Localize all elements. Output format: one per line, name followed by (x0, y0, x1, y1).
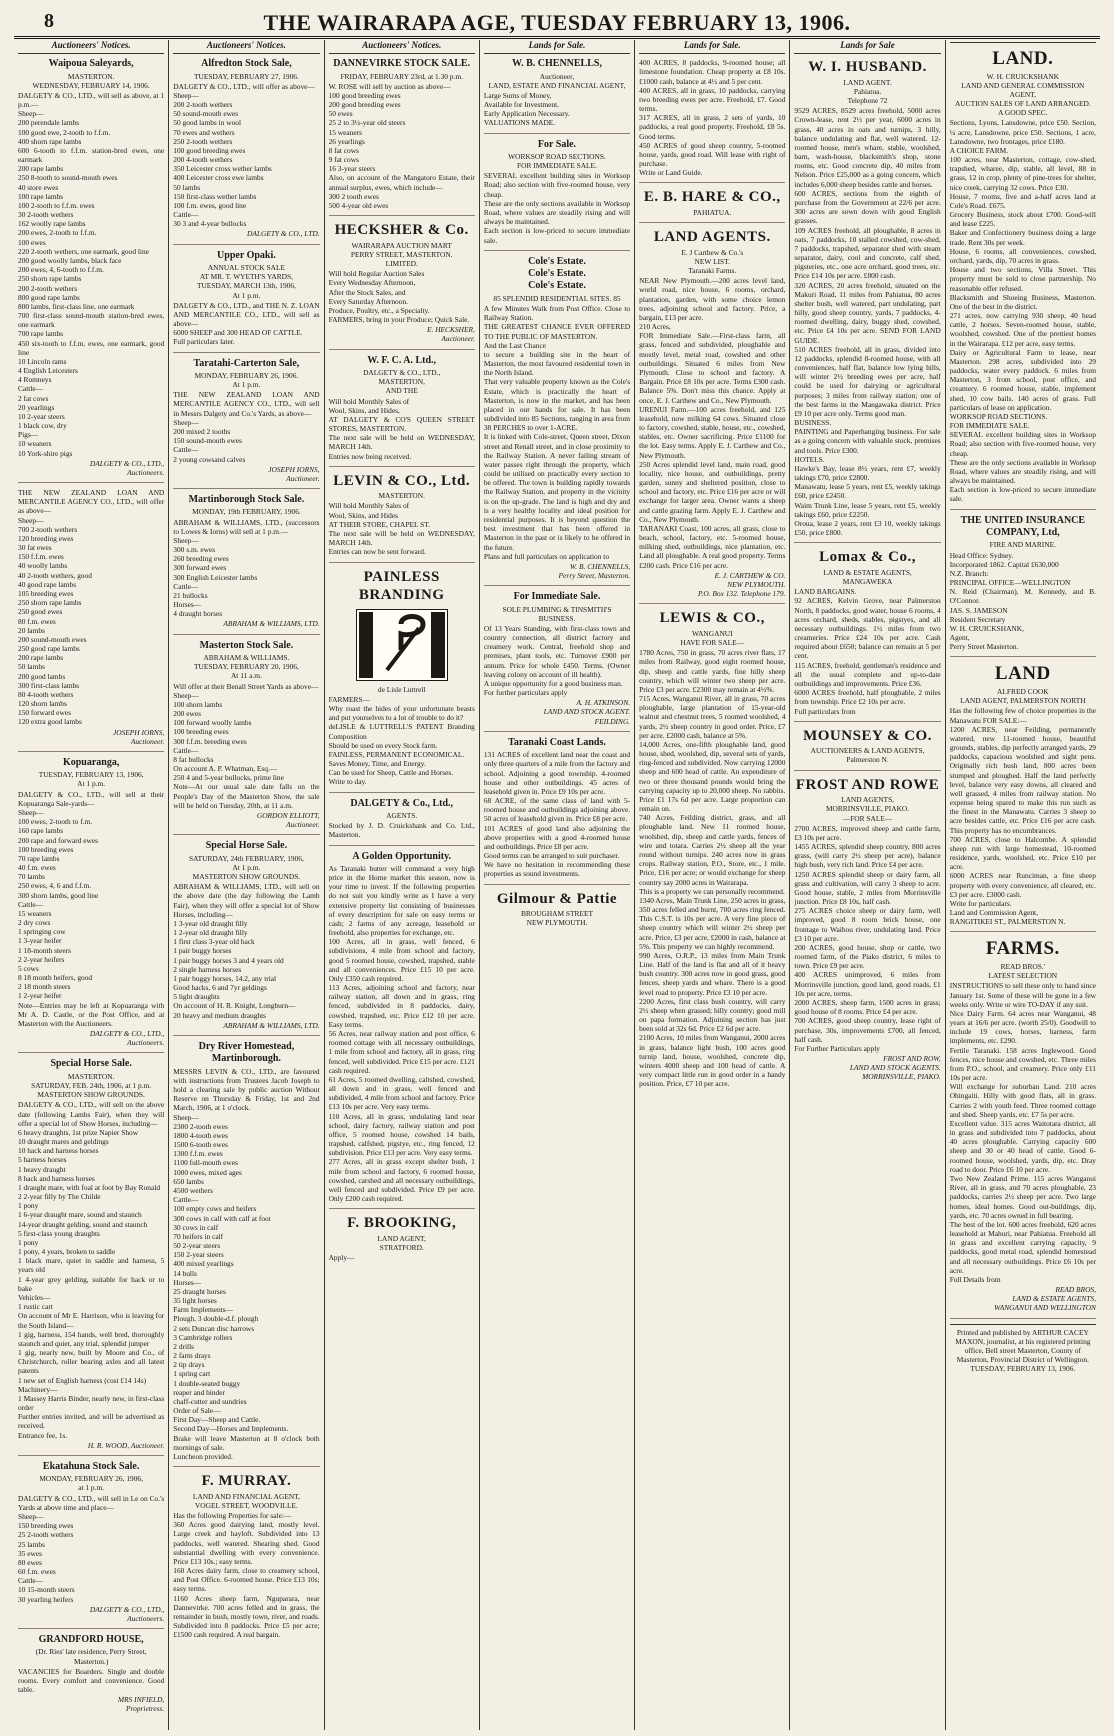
advertiser-signature: E. J. CARTHEW & CO. NEW PLYMOUTH. P.O. Box 132. Telephone 179. (697, 570, 786, 599)
advertisement-subtitle: LAND AGENT. Pahiatua. Telephone 72 (843, 77, 892, 106)
advertisement-title: Ekatahuna Stock Sale. (42, 1460, 140, 1472)
advertisement-title: FARMS. (985, 938, 1060, 960)
advertisement (484, 58, 630, 133)
page-number: 8 (44, 10, 54, 32)
advertisement-subtitle: de Lisle Luttrell (377, 684, 426, 694)
advertisement-subtitle: LAND AGENT, STRATFORD. (377, 1233, 426, 1253)
advertisement-body: DALGETY & CO., LTD., and THE N. Z. LOAN AND MERCANTILE CO., LTD., will sell as above— 6000 SHEEP and 300 HEAD OF CATTLE. Full particulars later. (173, 300, 320, 347)
advertisement-body: DALGETY & CO., LTD., will offer as above— Sheep— 200 2-tooth wethers 50 sound-mouth ewes 50 good lambs in wool 70 ewes and wethers 250 2-tooth wethers 100 good breeding ewes 200 4-tooth wethers 350 Leicester cross wether lambs 400 Leicester cross ewe lambs 50 lambs 150 first-class wether lambs 100 f.m. ewes, good line Cattle— 30 3 and 4-year bullocks (173, 81, 315, 229)
column-3 (324, 40, 479, 1730)
advertisement-body: 131 ACRES of excellent land near the coast and only three quarters of a mile from the factory and school. Adjoining a good township. 4-roomed house and other outbuildings. 45 acres of leasehold given in. Price £9 10s per acre. 68 ACRE, of the same class of land with 5-roomed house and outbuildings adjoining above. 50 acres of leasehold given in. Price £8 per acre. 101 ACRES of good land also adjoining the above properties with a good 4-roomed house and outbuildings. Price £8 per acre. Good terms can be arranged to suit purchaser. We have no hesitation in recommending these properties as sound investments. (483, 750, 631, 879)
advertisement-title: Cole's Estate. Cole's Estate. Cole's Estate. (528, 255, 586, 292)
advertisement-body: THE NEW ZEALAND LOAN AND MERCANTILE AGENCY CO., LTD., will sell in Messrs Dalgety and Co.'s Yards, as above— Sheep— 200 mixed 2 tooths 150 sound-mouth ewes Cattle— 2 young cowsand calves (173, 390, 320, 464)
advertisement (173, 640, 319, 836)
column-heading: Lands for Sale (794, 40, 940, 54)
advertisement-subtitle: FRIDAY, FEBRUARY 23rd, at 1.30 p.m. (340, 71, 463, 81)
advertiser-signature: ABRAHAM & WILLIAMS, LTD. (223, 619, 320, 629)
advertisement-title: DANNEVIRKE STOCK SALE. (333, 58, 471, 70)
advertisement (794, 776, 940, 1087)
advertisement (18, 58, 164, 483)
advertisement-title: W. F. C. A. Ltd., (367, 354, 437, 366)
advertisement (794, 727, 940, 771)
advertisement-subtitle: TUESDAY, FEBRUARY 13, 1906, At 1 p.m. (38, 770, 144, 789)
advertisement-subtitle: MONDAY, 19th FEBRUARY, 1906. (192, 507, 301, 517)
advertisement (794, 58, 940, 543)
column-7 (945, 40, 1100, 1730)
advertisement (484, 591, 630, 732)
advertisement-title: For Immediate Sale. (513, 591, 601, 603)
advertisement-body: DALGETY & CO., LTD., will sell at their Kopuaranga Sale-yards— Sheep— 100 ewes, 2-tooth to f.m. 160 rape lambs 200 rape and forward ewes 100 breeding ewes 70 rape lambs 40 f.m. ewes 70 lambs 250 ewes, 4, 6 and f.f.m. 300 shorn lambs, good line Cattle— 15 weaners 2 dry cows 1 springing cow 1 3-year heifer 1 18-month steers 2 2-year heifers 5 cows 8 18 month heifers, good 2 18 month steers 1 2-year heifer Note—Entries may be left at Kopuaranga with Mr A. D. Castle, or the Post Office, and at Masterton with the Auctioneers. (18, 789, 165, 1028)
advertiser-signature: A. H. ATKINSON. LAND AND STOCK AGENT. FEILDING. (543, 698, 631, 726)
advertisement-title: W. I. HUSBAND. (808, 59, 927, 76)
advertisement-subtitle: ANNUAL STOCK SALE AT MR. T. WYETH'S YARDS, TUESDAY, MARCH 13th, 1906, At 1 p.m. (196, 263, 296, 300)
advertisement (639, 58, 785, 183)
advertisement-subtitle: (Dr. Ries' late residence, Perry Street, Masterton.) (35, 1647, 147, 1666)
advertisement-subtitle: BROUGHAM STREET NEW PLYMOUTH. (520, 909, 594, 928)
column-5 (634, 40, 789, 1730)
advertisement-title: PAINLESS BRANDING (358, 568, 445, 604)
advertisement-title: For Sale. (537, 138, 577, 150)
advertisement-body: A few Minutes Walk from Post Office. Close to Railway Station. THE GREATEST CHANCE EVER OFFERED TO THE PUBLIC OF MASTERTON. And the Last Chance to secure a building site in the heart of Masterton, the most favoured residential town in the North Island. That very valuable property known as the Cole's Estate, which is practically the heart of Masterton, is now in the market, and has been placed in our hands for sale. It has been subdivided into 85 Sections, ranging in area from 38 PERCHES to over 1-ACRE. It is linked with Cole-street, Queen street, Dixon street and Renall street, and in close proximity to the Railway Station. A never failing stream of water passes right through the property, which could be utilised on practically every section to be offered. The town is building rapidly towards the Railway Station, and property in the vicinity is on the up-grade. The land is high and dry and is a very healthy locality and ideal position for residential purposes. It is beyond question the best investment that has been offered in Masterton in the past or is likely to be offered in the future. Plans and full particulars on application to (483, 304, 631, 561)
advertisement-title: HECKSHER & Co. (334, 222, 469, 239)
advertisement-body: 1780 Acres, 750 in grass, 70 acres river flats, 17 miles from Railway, good eight roomed house, dip, sheep and cattle yards, fine hilly sheep country, which will winter two sheep per acre. Price £3 per acre. £2300 may remain at 4½%. 715 Acres, Wanganui River, all in grass, 70 acres ploughable, large plantation of 15-year-old walnut and chestnut trees, 5 roomed woolshed, 4 yards, 2½ sheep country in good order. Price, £7 per acre. £2000 cash, balance at 5%. 14,000 Acres, one-fifth ploughable land, good house, shed, woolshed, dip, several sets of yards, ring-fenced and subdivided. Now carrying 12000 sheep and 600 head of cattle. An expenditure of two or three thousand pounds would bring the carrying capacity up to 20,000 sheep. No rabbits. Price £1 17s 6d per acre. Large proportion can remain on. 740 Acres, Feilding district, grass, and all ploughable land. New 11 roomed house, woolshed, dip, sheep and cattle yards, fences of wire and totara. Carries 2½ sheep all the year round without turnips. 240 acres now in grass crops. Railway station, P.O., Store, etc., 1 mile. Price, £16 per acre; or would exchange for sheep country say 2000 acres in Wairarapa. This is a property we can personally recommend. 1340 Acres, Main Trunk Line, 250 acres in grass, 350 acres felled and burnt, 700 acres ring fenced. This C.S.T. is 10s per acre. A very fine piece of sheep country which will winter 2½ sheep per acre. Price, £3 per acre, £2000 in cash, balance at 5%. This property we can highly recommend. 990 Acres, O.R.P., 13 miles from Main Trunk Line. Half of the land is flat and all of it heavy bush country. 300 acres now in good grass, good fences, sheep yards and whare. There is a good level road to property. Price £3 10 per acre. 2200 Acres, first class bush country, will carry 2½ sheep when grassed; hilly country; good mill on papa formation. Adjoining section has just been sold at 32s 6d. Price £2 6d per acre. 2100 Acres, 10 miles from Wanganui, 2000 acres in grass, balance light bush, 100 acres good turnip land, house, woolshed, concrete dip, winters 4000 sheep and 100 head of cattle. A very compact little run in good order in a handy position. Price, £7 10 per acre. (639, 648, 786, 1089)
advertisement-subtitle: 85 SPLENDID RESIDENTIAL SITES. 85 (493, 293, 621, 303)
advertisement (484, 737, 630, 885)
advertisement (329, 58, 475, 216)
advertisement-title: LAND (994, 663, 1051, 685)
advertisement-title: Alfredton Stock Sale, (201, 58, 292, 70)
column-heading: Auctioneers' Notices. (329, 40, 475, 54)
advertisement-title: MOUNSEY & CO. (803, 727, 932, 744)
advertisement (329, 1214, 475, 1267)
advertisement-body: Large Sums of Money, Available for Investment. Early Application Necessary. VALUATIONS MADE. (483, 90, 570, 128)
advertisement (794, 548, 940, 721)
advertisement-title: W. B. CHENNELLS, (512, 58, 602, 70)
advertisement (639, 188, 785, 223)
advertisement-title: Gilmour & Pattie (496, 890, 618, 907)
advertisement (950, 662, 1096, 932)
advertisement-body: 2700 ACRES, improved sheep and cattle farm, £3 10s per acre. 1455 ACRES, splendid sheep country, 800 acres grass, (will carry 2½ sheep per acre), balance high bush, very rich land. Price £4 per acre. 1250 ACRES splendid sheep or dairy farm, all grass and cultivation, will carry 3 sheep to acre. Good house, stable, 2 miles from Morrinsville junction. Price £8 10s, half cash. 275 ACRES choice sheep or dairy farm, well improved, good 8 room brick house, one frontage to Waihou river, undulating land. Price £3 10 per acre. 200 ACRES, good house, shop or cattle, two roomed farm, of the Piako district, 6 miles to town. Price £9 per acre. 400 ACRES unimproved, 6 miles from Morrinsville junction, good land, good roads, £1 10s per acre, terms. 2000 ACRES, sheep farm, 1500 acres in grass; good house of 8 rooms. Price £4 per acre. 700 ACRES, good sheep country, lease right of purchase, 30s, improvements £700, all fenced, half cash. For Further Particulars apply (794, 823, 941, 1053)
advertisement-title: Taratahi-Carterton Sale, (193, 357, 300, 369)
advertisement-body: DALGETY & CO., LTD., will sell in Le on Co.'s Yards at above time and place— Sheep— 150 breeding ewes 25 2-tooth wethers 25 lambs 35 ewes 80 ewes 60 f.m. ewes Cattle— 10 15-month steers 30 yearling heifers (18, 1493, 165, 1604)
advertisement-body: Has the following Properties for sale:— 360 Acres good dairying land, mostly level. Large creek and hayloft. Subdivided into 13 paddocks, well watered. Shearing shed. Good substantial dwelling with every convenience. Price £13 10s.; easy terms. 160 Acres dairy farm, close to creamery school, and Post Office. 6-roomed house. Price £13 10s; easy terms. 1160 Acres sheep farm, Nguparara, near Dannevirke. 700 acres felled and in grass, the remainder in bush, mostly town, river, and roads. Subdivided into 8 paddocks. Price £5 per acre; £1500 cash required. A real bargain. (173, 1511, 320, 1640)
column-heading: Lands for Sale. (484, 40, 630, 54)
advertisement-body: DALGETY & CO., LTD., will sell on the above date (following Lambs Fair), when they will offer a special lot of Show Horses, including— 6 heavy draughts, 1st prize Napier Show 10 draught mares and geldings 10 hack and harness horses 5 harness horses 1 heavy draught 8 hack and harness horses 1 draught mare, with foal at foot by Bay Ronald 2 2-year filly by The Childe 1 pony 1 6-year draught mare, sound and staunch 14-year draught gelding, sound and staunch 5 first-class young draughts 1 pony 1 pony, 4 years, broken to saddle 1 black mare, quiet in saddle and harness, 5 years old 1 4-year grey gelding, suitable for hack or to bake Vehicles— 1 rustic cart On account of Mr E. Harrison, who is leaving for the South Island— 1 gig, harness, 154 hands, well bred, thoroughly staunch and quiet, any trial, splendid jumper 1 gig, nearly new, built by Moore and Co., of Christchurch, roller bearing axles and all latest patents 1 new set of English harness (cost £14 14s) Machinery— 1 Massey Harris Binder, nearly new, in first-class order Further entries invited, and will be advertised as received. Entrance fee, 1s. (18, 1100, 165, 1440)
advertiser-signature: FROST AND ROW, LAND AND STOCK AGENTS. MORRINSVILLE, PIAKO. (849, 1054, 941, 1082)
advertisement (639, 228, 785, 604)
advertisement (329, 221, 475, 349)
advertisement-title: LEVIN & CO., Ltd. (333, 472, 471, 489)
advertisement-subtitle: WORKSOP ROAD SECTIONS. FOR IMMEDIATE SALE. (508, 151, 606, 171)
advertisement-subtitle: MASTERTON. SATURDAY, FEB. 24th, 1906, at 1 p.m. MASTERTON SHOW GROUNDS. (31, 1071, 152, 1100)
advertisement-subtitle: LAND AND FINANCIAL AGENT, VOGEL STREET, WOODVILLE. (192, 1491, 300, 1510)
advertisement-body: Of 13 Years Standing, with first-class town and country connection, all district factory and creamery work. Central, freehold shop and premises, plant tools, etc. Turnover £900 per annum. Price for whole £450. Terms. (Owner leaving colony on account of ill health). A unique opportunity for a good business man. For further particulars apply (483, 623, 631, 698)
advertisement-body: As Taranaki butter will command a very high price in the Home market this season, now is your time to invest. If the following properties do not suit you kindly write as I have a very extensive property list consisting of businesses of every description for sale on easy terms or cash; 2 farms of any acreage, leasehold or freehold, also properties for exchange, etc. 100 Acres, all in grass, well fenced, 6 subdivisions, 4 mile from school and factory, good 5 roomed house, cowshed, trapshed, stable and all conveniences. Price £15 10 per acre. Only £350 cash required. 113 Acres, adjoining school and factory, near railway station, all down and in grass, ring fenced, subdivided in 8 paddocks, dairy, cowshed, trapshed, etc. Price £12 10 per acre. Easy terms. 56 Acres, near railway station and post office, 6 roomed cottage with all necessary outbuildings, 1 mile from school and factory, all in grass, ring fenced, well subdivided. Price £15 per acre. £121 cash required. 61 Acres, 5 roomed dwelling, caltshed, cowshed, all down and in grass, well fenced and subdivided, 4 mile from school and factory. Price £13 10s per acre. Very easy terms. 110 Acres, all in grass, undulating land near school, dairy factory, railway station and post office, 5 roomed house, cowshed 14 bails, trapshed, calfshed, pigstye, etc., ring fenced, 12 subdivision. Price £13 per acre. Very easy terms. 277 Acres, all in grass except shelter bush, 1 mile from school and factory, 6 roomed house, cowshed, carshed and all necessary outbuildings, well fenced and subdivided. Price £9 per acre. Only £200 cash required. (328, 863, 475, 1204)
advertisement-subtitle: FIRE AND MARINE. (989, 540, 1056, 550)
advertisement-subtitle: MASTERTON. WEDNESDAY, FEBRUARY 14, 1906. (32, 71, 150, 90)
branding-iron-icon (356, 609, 448, 681)
advertisement (484, 139, 630, 251)
advertisement-subtitle: PAHIATUA. (693, 207, 732, 217)
advertisement (329, 355, 475, 467)
advertiser-signature: DALGETY & CO., LTD., Auctioneers. (89, 1029, 165, 1048)
advertisement (173, 1041, 319, 1467)
advertisement-title: Special Horse Sale. (205, 840, 288, 852)
advertisement-subtitle: DALGETY & CO., LTD., MASTERTON, AND THE (363, 368, 441, 396)
advertisement (950, 515, 1096, 658)
advertisement-body: LAND BARGAINS. 92 ACRES, Kelvin Grove, near Palmerston North, 8 paddocks, good water, house 6 rooms, 4 acres orchard, sheds, stables, pigstyes, and all necessary outbuildings. 1½ miles from two creameries. Price £24 10s per acre. Cash required about £650; balance can remain at 5 per cent. 115 ACRES, freehold, gentleman's residence and all the usual complete and up-to-date outbuildings and improvements. Price £36. 6000 ACRES freehold, half ploughable, 2 miles from township. Price £2 10s per acre. Full particulars from (794, 587, 941, 716)
advertisement-title: A Golden Opportunity. (352, 850, 452, 862)
advertiser-signature: H. R. WOOD, Auctioneer. (87, 1440, 165, 1450)
advertisement-body: Will offer at their Benall Street Yards as above— Sheep— 100 shorn lambs 200 ewes 100 forward woolly lambs 100 breeding ewes 300 f.f.m. breeding ewes Cattle— 8 fat bullocks On account A. P. Whatman, Esq.— 250 4 and 5-year bullocks, prime line Note—At our usual sale date falls on the People's Day of the Masterton Show, the sale will be held on Tuesday, 20th, at 11 a.m. (173, 681, 320, 810)
advertisement (173, 250, 319, 353)
advertisement-body: W. ROSE will sell by auction as above— 100 good breeding ewes 200 good breeding ewes 50 ewes 25 2 to 3½-year old steers 15 weaners 26 yearlings 8 fat cows 9 fat cows 16 3-year steers Also, on account of the Mangatoro Estate, their annual surplus, ewes, which include— 300 2 tooth ewes 500 4-year old ewes (328, 81, 475, 210)
advertisement (173, 358, 319, 489)
advertisement-body: FARMERS— Why roast the hides of your unfortunate beasts and put yourselves to a lot of trouble to do it? deLISLE & LUTTRELL'S PATENT Branding Composition Should be used on every Stock farm. FAINLESS, PERMANENT ECONOMICAL. Saves Money, Time, and Energy. Can be used for Sheep, Cattle and Horses. Write to day. (328, 694, 475, 787)
advertisement-subtitle: WAIRARAPA AUCTION MART PERRY STREET, MASTERTON. LIMITED. (350, 240, 453, 269)
column-heading: Auctioneers' Notices. (18, 40, 164, 54)
advertiser-signature: ABRAHAM & WILLIAMS, LTD. (223, 1020, 320, 1030)
advertisement-subtitle: LAND AGENTS, MORRINSVILLE, PIAKO. —FOR SALE— (825, 795, 910, 823)
advertisement-subtitle: SATURDAY, 24th FEBRUARY, 1906, At 1 p.m. MASTERTON SHOW GROUNDS. (188, 853, 304, 882)
column-2 (168, 40, 323, 1730)
advertisement-body: MESSRS LEVIN & CO., LTD., are favoured with instructions from Trustees Jacob Joseph to hold a clearing sale by public auction Without Reserve on Thursday & Friday, 1st and 2nd March, 1906, at 1 o'clock. Sheep— 2300 2-tooth ewes 1800 4-tooth ewes 1500 6-tooth ewes 1300 f.f.m. ewes 1100 full-mouth ewes 1000 ewes, mixed ages 650 lambs 4500 wethers Cattle— 100 empty cows and heifers 300 cows in calf with calf at foot 30 cows in calf 70 heifers in calf 50 2-year steers 150 2-year steers 400 mixed yearlings 14 bulls Horses— 25 draught horses 35 light horses Farm Implements— Plough, 3 double-d.f. plough 2 sets Duncan disc harrows 3 Cambridge rollers 2 drills 2 farm drays 2 tip drays 1 spring cart 1 double-seated buggy reaper and binder chaff-cutter and sundries Order of Sale— First Day—Sheep and Cattle. Second Day—Horses and Implements. Brake will leave Masterton at 8 o'clock both mornings of sale. Luncheon provided. (173, 1066, 320, 1461)
newspaper-title: THE WAIRARAPA AGE, TUESDAY FEBRUARY 13, 1906. (263, 10, 851, 35)
advertisement (329, 798, 475, 846)
column-6 (789, 40, 944, 1730)
masthead (14, 10, 1100, 39)
advertiser-signature: READ BROS, LAND & ESTATE AGENTS, WANGANUI AND WELLINGTON (994, 1285, 1096, 1313)
advertisement-title: Special Horse Sale. (50, 1058, 132, 1070)
advertisement-subtitle: AUCTIONEERS & LAND AGENTS, Palmerston N. (810, 746, 925, 765)
advertisement-body: Sections, Lyons, Lansdowne, price £50. Section, ¼ acre, Lansdowne, price £50. Sections, 1 acre, Lansdowne, two frontages, price £180. A CHOICE FARM. 100 acres, near Masterton, cottage, cow-shed, trapshed, wharee, dip, stable, all level, 88 in grass, 12 in crop, plenty of pine-trees for shelter, nice creek, carrying 32 cows. Price £30. House, 7 rooms, five and a-half acres land at Cole's Road. £675. Grocery Business, stock about £700. Good-will and lease £225. Baker and Confectionery business doing a large trade. Rent 30s per week. House, 6 rooms, all conveniences, cowshed, orchard, yards, dip, 70 acres in grass. House and two sections, Villa Street. This property must be sold to close partnership. No reasonable offer refused. Blacksmith and Shoeing Business, Masterton. One of the best in the district. 271 acres, now carrying 930 sheep, 40 head cattle, 2 horses. Seven-roomed house, stable, woolshed, cowshed. One of the prettiest homes in the Wairarapa. £12 per acre, easy terms. Dairy or Agricultural Farm to lease, near Masterton. 298 acres, subdivided into 29 paddocks, water every paddock. 6 miles from Masterton, 3 from school, post office, and creamery. 6 roomed house, stable, implement shed, 10 cow bails. 140 acres of grass. Full particulars of lease on application. WORKSOP ROAD SECTIONS. FOR IMMEDIATE SALE. SEVERAL excellent building sites in Worksop Road; also section with five-roomed house, very cheap. These are the only sections available in Worksop Road, where values are steadily rising, and will always be maintained. Each section is low-priced to secure immediate sale. (949, 118, 1096, 504)
advertisement (639, 609, 785, 1093)
advertisement (173, 1472, 319, 1644)
advertisement-body: Will hold Regular Auction Sales Every Wednesday Afternoon, After the Stock Sales, and Every Saturday Afternoon. Produce, Poultry, etc., a Specialty. FARMERS, bring in your Produce; Quick Sale. (328, 269, 470, 325)
advertisement-body: Has the following few of choice properties in the Manawatu FOR SALE:— 1200 ACRES, near Feilding, permanently watered, new 11-roomed house, beautiful grounds, stables, dip perfectly arranged yards, 29 paddocks, capacious woolshed and sight pens. Originally rich bush land, 800 acres been stumped and ploughed. Half the land perfectly level, balance very easy downs, all cleared and well grassed, 4 miles from railway station. No expense being spared to make this run such as the finest in the Manawatu. Carries 3 sheep to acre besides cattle, etc. Price £16 per acre cash. This property has no encumbrances. 700 ACRES, close to Halcombe. A splendid sheep run with large homestead, 10-roomed residence, yards, woolshed, etc. Price £10 per acre. 6000 ACRES near Runciman, a fine sheep property with every convenience, all cleared, etc. £3 per acre. £3000 cash. Write for particulars. Land and Commission Agent, RANGITIKEI ST., PALMERSTON N. (949, 706, 1096, 927)
advertisement (18, 488, 164, 752)
column-heading: Auctioneers' Notices. (173, 40, 319, 54)
columns (14, 40, 1100, 1730)
advertisement (484, 890, 630, 933)
advertisement (329, 472, 475, 563)
advertisement-title: Martinborough Stock Sale. (188, 494, 305, 506)
advertisement-title: Taranaki Coast Lands. (508, 736, 606, 748)
advertisement-title: DALGETY & Co., Ltd., (350, 797, 454, 809)
advertisement-body: SEVERAL excellent building sites in Worksop Road; also section with five-roomed house, very cheap. These are the only sections available in Worksop Road, where values are steadily rising and will always be maintained. Each section is low-priced to secure immediate sale. (483, 171, 631, 245)
advertisement-title: Kopuaranga, (62, 756, 120, 768)
advertisement-body: THE NEW ZEALAND LOAN AND MERCANTILE AGENCY CO., LTD., will offer as above— Sheep— 700 2-tooth wethers 120 breeding ewes 30 fat ewes 150 f.f.m. ewes 40 woolly lambs 40 2-tooth wethers, good 40 good rape lambs 105 breeding ewes 250 shorn rape lambs 250 good ewes 80 f.m. ewes 20 lambs 200 sound-mouth ewes 250 good rape lambs 200 rape lambs 50 lambs 200 good lambs 300 first-class lambs 80 4-tooth wethers 120 shorn lambs 150 forward ewes 120 extra good lambs (18, 488, 165, 727)
advertisement-title: Masterton Stock Sale. (199, 639, 294, 651)
advertisement-subtitle: LAND & ESTATE AGENTS, MANGAWEKA (823, 567, 912, 587)
advertiser-signature: JOSEPH IORNS, Auctioneer. (268, 464, 320, 483)
advertisement-subtitle: TUESDAY, FEBRUARY 27, 1906. (193, 71, 299, 81)
advertisement-title: LEWIS & CO., (659, 610, 765, 627)
advertisement-body: ABRAHAM & WILLIAMS, LTD., will sell on the above date (the day following the Lamb Fair), when they will offer a special lot of Show Horses, including— 1 3-year old draught filly 1 2-year old draught filly 1 first class 3-year old hack 1 pair buggy horses 1 pair buggy horses 3 and 4 years old 2 single harness horses 1 pair buggy horses, 14.2, any trial Good hacks, 6 and 7yr geldings 5 light draughts On account of H. R. Knight, Longburn— 20 heavy and medium draughts (173, 882, 320, 1020)
advertisement-subtitle: Auctioneer, LAND, ESTATE AND FINANCIAL AGENT, (488, 71, 626, 90)
advertiser-signature: W. B. CHENNELLS, Perry Street, Masterton. (558, 561, 631, 581)
advertisement (950, 47, 1096, 510)
advertisement-title: LAND. (992, 48, 1054, 69)
advertisement (329, 851, 475, 1210)
advertisement-title: Upper Opaki. (217, 249, 276, 261)
advertisement-title: LAND AGENTS. (653, 229, 771, 246)
advertisement-subtitle: AGENTS. (386, 810, 418, 820)
advertiser-signature: DALGETY & CO., LTD., Auctioneers. (89, 458, 165, 477)
advertisement-subtitle: MONDAY, FEBRUARY 26, 1906, at 1 p.m. (39, 1474, 143, 1493)
advertiser-signature: JOSEPH IORNS, Auctioneer. (112, 727, 165, 746)
advertisement (173, 494, 319, 635)
advertisement-body: DALGETY & CO., LTD., will sell as above, at 1 p.m.— Sheep— 200 perendale lambs 100 good ewe, 2-tooth to f.f.m. 400 shorn rape lambs 600 6-tooth to f.f.m. station-bred ewes, one earmark 200 rape lambs 250 8-tooth to sound-mouth ewes 40 store ewes 100 rape lambs 100 2-tooth to f.f.m. ewes 30 2-tooth wethers 162 woolly rape lambs 200 ewes, 2-tooth to f.f.m. 100 ewes 220 2-tooth wethers, one earmark, good line 200 good woolly lambs, black face 200 ewes, 4, 6-tooth to f.f.m. 250 shorn rape lambs 200 2-tooth wethers 800 good rape lambs 800 lambs, first-class line, one earmark 700 first-class sound-mouth station-bred ewes, one earmark 700 rape lambs 450 six-tooth to f.f.m. ewes, one earmark, good line 10 Lincoln rams 4 English Leicesters 4 Romneys Cattle— 2 fat cows 20 yearlings 10 2-year steers 1 black cow, dry Pigs— 10 weaners 10 York-shire pigs (18, 90, 165, 458)
advertisement (18, 1058, 164, 1455)
advertiser-signature: DALGETY & CO., LTD., Auctioneers. (89, 1604, 165, 1623)
advertisement-title: Dry River Homestead, Martinborough. (198, 1040, 295, 1065)
advertisement-title: F. BROOKING, (347, 1215, 457, 1232)
advertiser-signature: E. HECKSHER, Auctioneer. (427, 325, 475, 344)
advertisement (173, 840, 319, 1036)
advertisement-body: ABRAHAM & WILLIAMS, LTD., (successors to Lowes & Iorns) will sell at 1 p.m.— Sheep— 300 s.m. ewes 260 breeding ewes 300 forward ewes 300 English Leicester lambs Cattle— 21 bullocks Horses— 4 draught horses (173, 517, 320, 619)
advertisement (484, 256, 630, 587)
column-4 (479, 40, 634, 1730)
advertisement-body: VACANCIES for Boarders. Single and double rooms. Every comfort and convenience. Good table. (18, 1666, 165, 1695)
advertiser-signature: DALGETY & CO., LTD. (247, 229, 320, 239)
advertisement-subtitle: MASTERTON. (378, 491, 425, 501)
advertisement-title: Waipoua Saleyards, (48, 58, 134, 70)
advertisement-body: NEAR New Plymouth.—200 acres level land, world road, nice house, 6 rooms, orchard, plantation, garden, with some choice lemon trees, adjoining school and factory. Price, a bargain, £13 per acre. 210 Acres, FOR Immediate Sale.—First-class farm, all grass, fenced and subdivided, ploughable and mostly level, metal road, cowshed and other outbuildings. Situated 6 miles from New Plymouth. Close to school and factory. A Bargain. Price £8 10s per acre. Terms £300 cash. Balance 5%. Don't miss this chance. Apply at once, E. J. Carthew and Co., New Plymouth. URENUI Farm.—100 acres freehold, and 125 leasehold, now milking 64 cows. Situated close to factory, cowshed, stable, house, etc., cowshed, stables, etc. Owner sacrificing. Price £1100 for the lot. Easy terms. Apply E. J. Carthew and Co., New Plymouth. 250 Acres splendid level land, main road, good locality, nice house, and outbuildings, pretty garden, sunny and sheltered position, close to school and factory, etc. Price £16 per acre or will exchange for larger area. Owner wants a sheep and cattle grazing farm. Apply E. J. Carthew and Co., New Plymouth. TARANAKI Coast, 100 acres, all grass, close to beach, school, factory, etc. 5-roomed house, milking shed, outbuildings, nice plantation, etc. Land all ploughable. A real good property. Terms £200 cash. Price £16 per acre. (639, 276, 786, 570)
advertisement-subtitle: MONDAY, FEBRUARY 26, 1906. At 1 p.m. (194, 370, 299, 390)
advertisement-subtitle: W. H. CRUICKSHANK LAND AND GENERAL COMMISSION AGENT, AUCTION SALES OF LAND ARRANGED. A GOOD SPEC. (954, 71, 1091, 118)
advertisement-subtitle: SOLE PLUMBING & TINSMITH'S BUSINESS. (502, 604, 612, 623)
advertisement-title: Lomax & Co., (819, 549, 916, 566)
advertisement-body: Head Office: Sydney. Incorporated 1862. Capital £630,000 N.Z. Branch: PRINCIPAL OFFICE—WELLINGTON N. Reid (Chairman), M. Kennedy, and B. O'Connor. JAS. S. JAMESON Resident Secretary W. H. CRUICKSHANK, Agent, Perry Street Masterton. (949, 550, 1096, 652)
advertisement-title: THE UNITED INSURANCE COMPANY, Ltd, (960, 514, 1086, 539)
advertisement (18, 757, 164, 1054)
advertisement (329, 568, 475, 793)
column-1 (14, 40, 168, 1730)
advertisement-title: E. B. HARE & CO., (643, 189, 781, 206)
advertisement-title: FROST AND ROWE (795, 776, 940, 793)
column-heading: Lands for Sale. (639, 40, 785, 54)
advertisement-body: INSTRUCTIONS to sell these only to hand since January 1st. Some of these will be gone in a few weeks only. Write or wire TO-DAY if any suit. Nice Dairy Farm. 64 acres near Wanganui, 48 years at 16/6 per acre. (worth 25/0). Goodwill to include 19 cows, horses, harness, farm implements, etc. £290. Fertile Taranaki. 158 acres Inglewood. Good fences, nice house and cowshed, etc. Three miles from P.O., school, and creamery. Price only £11 10s per acre. Will exchange for suburban Land. 210 acres Ohingaiti. Hilly with good flats, all in grass. Carries 2 with youth feed. Three roomed cottage and shed. Sheep yards, etc. £7 5s per acre. Excellent value. 315 acres Waitotara district, all in grass and subdivided into 7 paddocks, about 40 acres ploughable. Carrying capacity 600 sheep and 30 or 40 head of cattle. Good 6-roomed house, woolshed, yards, dip, etc. Dray road to door. Price £6 10 per acre. Two New Zealand Prime. 115 acres Wanganui River, all in grass, and 70 acres ploughable, 23 paddocks, carries 2½ sheep per acre. Two large homes, ideal homes. Good out-buildings, dip, yards, etc. 70 acres owned in full bearing. The best of the lot. 600 acres freehold, 620 acres leasehold at Mahuri, near Pahiatua. Freehold all in grass and excellent carrying capacity, 9 paddocks, good metal road, splendid homestead and all necessary outbuildings. Price £6 10s per acre. Full Details from (949, 981, 1096, 1284)
column-heading (950, 40, 1096, 43)
advertisement-body: 400 ACRES, 8 paddocks, 9-roomed house; all limestone foundation. Cheap property at £8 10s. £1000 cash, balance at 4½ and 5 per cent. 400 ACRES, all in grass, 10 paddocks, carrying two breeding ewes per acre. Freehold, £7. Good terms. 317 ACRES, all in grass, 2 sets of yards, 10 paddocks, a real good property. Freehold, £8 5s. Good terms. 450 ACRES of good sheep country, 5-roomed house, yards, good road. Will lease with right of purchase. Write or Land Guide. (639, 58, 786, 178)
advertisement (173, 58, 319, 244)
advertisement-title: GRANDFORD HOUSE, (38, 1634, 144, 1646)
advertisement-subtitle: ABRAHAM & WILLIAMS. TUESDAY, FEBRUARY 20, 1906, At 11 a.m. (193, 653, 299, 681)
advertisement-body: Stocked by J. D. Cruickshank and Co. Ltd., Masterton. (328, 821, 475, 840)
advertisement-body: 9529 ACRES, 8529 acres freehold, 5000 acres Crown-lease, rent 2½ per year, 6000 acres in grass, 40 acres in oats and turnips, 3 hilly, balance undulating and flat, well watered. 12-roomed house, men's whare, stable, woolshed, barn, wash-house, blacksmith's shop, stone rooms, etc. Good concrete dip, 40 miles from Nelson. Price £25,000 as a going concern, which includes 6,000 sheep besides cattle and horses. 600 ACRES, sections from the eighth of purchase from the Government at 22/6 per acre. 300 acres are sown down with good English grasses. 109 ACRES freehold, all ploughable, 8 acres in oats, 7 paddocks, 10 stalled cowshed, cow-shed, 7 paddocks, trapshed, separator shed with steam separator, dairy, cool and concrete, calf shed, pigsteries, etc., one acre orchard, good trees, etc. Price £14 10s per acre. £800 cash. 320 ACRES, 20 acres freehold, situated on the Makuri Road, 11 miles from Pahiatua, 80 acres shelter bush, well watered, part undulating, part hilly, good sheep country, yards, 7 paddocks, 4-roomed dwelling, dairy, buggy shed, cowshed, etc. Price £4 10s per acre. SEND FOR LAND GUIDE. 510 ACRES freehold, all in grass, divided into 12 paddocks, splendid 8-roomed house, with all conveniences, half flat, balance low lying hills, will winter 2½ breeding ewes per acre, half could be used for dairying or agricultural purposes; 3 miles from railway station; one of the best farms in the Mangawaka district. Price £9 10 per acre only. Terms good man. BUSINESS. PAINTING and Paperhanging business. For sale as a going concern with valuable stock, premises and tools. Price £300. HOTELS. Hawke's Bay, lease 8½ years, rent £7, weekly takings £70, price £2800. Manawatu, lease 5 years, rent £5, weekly takings £60, price £2450. Waim Trunk Line, lease 5 years, rent £5, weekly takings £60, price £2250. Oroua, lease 2 years, rent £3 10, weekly takings £50, price £800. (794, 106, 941, 538)
printer-imprint: Printed and published by ARTHUR CACEY MAXON, journalist, at his registered printing office, Bell street Masterton, County of Masterton, Provincial District of Wellington. TUESDAY, FEBRUARY 13, 1906. (950, 1324, 1096, 1374)
advertiser-signature: GORDON ELLIOTT, Auctioneer. (256, 810, 320, 830)
advertisement-subtitle: ALFRED COOK LAND AGENT, PALMERSTON NORTH (960, 687, 1086, 706)
advertisement-body: Will hold Monthly Sales of Wool, Skins, and Hides AT THEIR STORE, CHAPEL ST. The next sale will be held on WEDNESDAY, MARCH 14th. Entries can now be sent forward. (328, 501, 475, 557)
advertisement-title: F. MURRAY. (201, 1473, 292, 1490)
advertiser-signature: MRS INFIELD, Proprietress. (117, 1695, 165, 1714)
advertisement-subtitle: E. J Carthew & Co.'s NEW LIST. Taranaki Farms. (681, 247, 744, 276)
advertisement (18, 1461, 164, 1629)
advertisement-subtitle: WANGANUI HAVE FOR SALE— (680, 628, 745, 648)
advertisement-subtitle: READ BROS.' LATEST SELECTION (988, 962, 1058, 981)
advertisement (18, 1634, 164, 1719)
advertisement (950, 937, 1096, 1318)
advertisement-body: Will hold Monthly Sales of Wool, Skins, and Hides, AT DALGETY & CO'S QUEEN STREET STORES, MASTERTON. The next sale will be held on WEDNESDAY, MARCH 14th. Entries now being received. (328, 396, 475, 461)
advertisement-body: Apply— (328, 1253, 355, 1263)
